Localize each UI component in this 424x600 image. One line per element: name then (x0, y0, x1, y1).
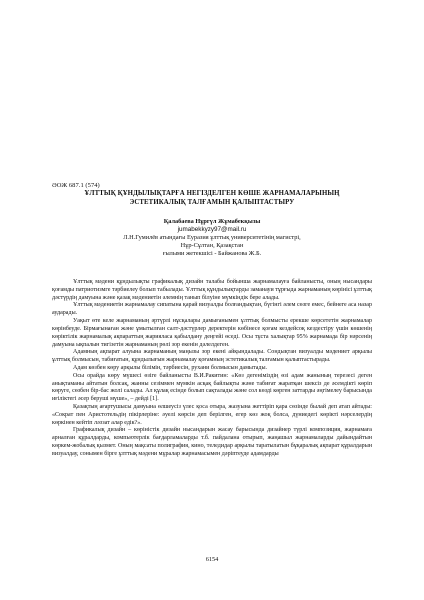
title-line: ЭСТЕТИКАЛЫҚ ТАЛҒАМЫН ҚАЛЫПТАСТЫРУ (129, 198, 295, 206)
paragraph: Адам көзбен көру арқылы білімін, тәрбиесін, рухани болмысын дамытады. (73, 364, 268, 371)
paragraph: Адамның ақпарат алуына жарнаманың маңызы зор екені айқындалады. Сондықтан визуалды мәдениет арқылы ұлттық болмысын, табиғатын, құндылығын жарнамалау қоғамның эстетикалық талғамын қалыптастырады. (52, 349, 372, 364)
affiliation-line: Л.Н.Гумилёв атындағы Еуразия ұлттық университетінің магистрі, (123, 234, 301, 242)
paragraph: Уақыт өте келе жарнаманың әртүрлі нұсқалары дамығанымен ұлттық болмысты ерекше көрсететін жарнамалар көрінбеуде. Бірмағынаған және ұмытылған салт-дәстүрлер деректерін көбінесе қоғам кездейсоқ кездестіру үшін көшенің көріктілік жарнамалық ақпараттың жарияласа қабылдану деңгейі өседі. Осы тұста халықтар 95% жарнамада бір нәрсенің дамуына ықпалын тигізетін жарнаманың рөлі зор екенін дәлелдеген. (52, 318, 372, 348)
title-line: ҰЛТТЫҚ ҚҰНДЫЛЫҚТАРҒА НЕГІЗДЕЛГЕН КӨШЕ ЖАРНАМАЛАРЫНЫҢ (84, 190, 340, 197)
paragraph: Осы орайда көру мүшесі өзіге байланысты В.И.Ракитин: «Көз дегеніміздің өзі адам жанының терезесі деген анықтаманы айтатын болсақ, жанны сезіммен мүмкін асқақ байлықты және табиғат жаратқан шексіз де әсемдікті көріп көруге, сөзбен бір-бас жолі салады. Ал құлақ есінде болып сақталады және сол көзді көрген заттарды әңгімелеу барысында иғіліктегі әсер беруші мүше», – дейді [1]. (52, 372, 372, 403)
paragraph: Ұлттық мәдени құндылықты графикалық дизайн талабы бойынша жарнамалауға байланысты, оның нысандары қоғамды патриотизмге тәрбиелеу болып табылады. Ұлттық құндылықтарды заманауи тұрғыда жарнаманың көрінісі ұлттық дәстүрдің дамуына және қазақ мәдениетін әлемнің танып білуіне мүмкіндік бере алады. (52, 279, 372, 301)
paragraph: Ұлттық мәдениетін жарнамалау сипатына қарай визуалды болғандықтан, бүгінгі әлем сөзге емес, бейнеге аса назар аударады. (52, 302, 372, 317)
article-title (38, 190, 386, 207)
page-number: 6154 (205, 556, 219, 563)
affiliation-line: Нұр-Сұлтан, Қазақстан (180, 242, 244, 250)
article-body (52, 279, 372, 459)
author-email: jumabekkyzy97@mail.ru (177, 226, 247, 234)
author-name: Қалабаева Нұргүл Жұмабекқызы (163, 218, 261, 225)
affiliation-line: ғылыми жетекшісі - Байжанова Ж.Б. (162, 250, 262, 258)
udc-code: ӘОЖ 687.1 (574) (52, 182, 100, 189)
author-block (60, 218, 364, 258)
paragraph: Графикалық дизайн – көріністік дизайн нысандарын жасау барысында дизайнер түрлі композиция, жарнамаға арналған құралдарды, компьютерлік бағдарламаларды т.б. пайдалана отырып, жаңашыл жарнамаларды дайындайтын көркем-жобалық қызмет. Оның мақсаты полиграфия, кино, теледидар арқылы таратылатын бұқаралық ақпарат құралдарын визуалдау, сонымен бірге ұлттық мәдени мұралар жарнамасымен дәріптеуде адамдарды (52, 427, 372, 457)
paragraph: Қазақтың ағартушысы дамуына өлшеусіз үлес қоса отыра, жазуына жеттіріп қара сөзінде былай деп атап айтады: «Сократ пен Аристотельдің пікірлеріне: әуелі көрсін деп берілген, егер көз жоқ болса, дүниедегі көрікті нәрселердің көркінен кейтіп ләззат алар едік?». (52, 404, 372, 426)
